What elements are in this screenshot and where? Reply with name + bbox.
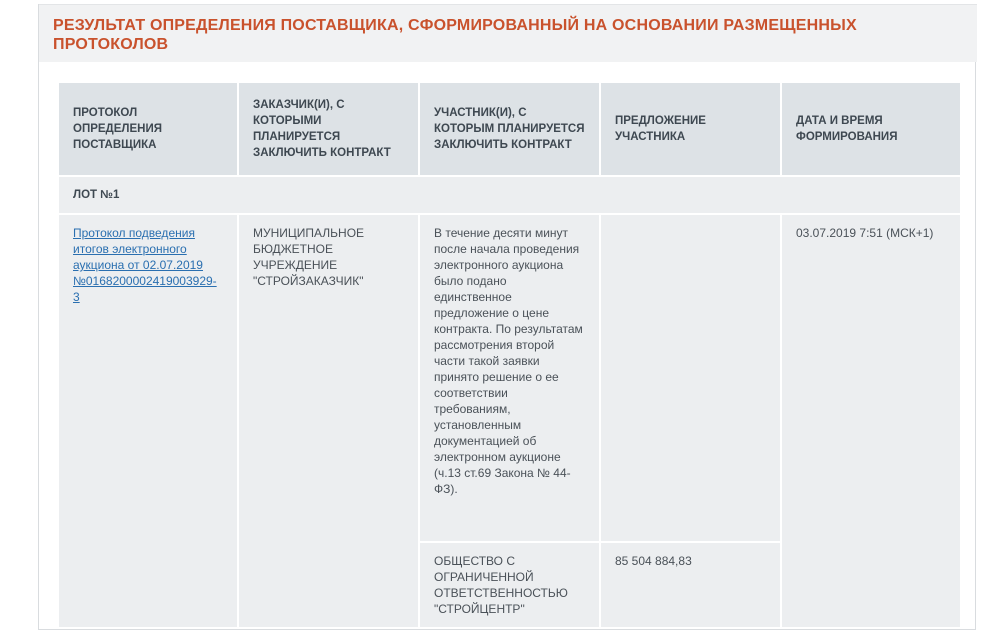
supplier-result-panel (38, 4, 976, 630)
lot-row (59, 177, 960, 213)
customer-cell: МУНИЦИПАЛЬНОЕ БЮДЖЕТНОЕ УЧРЕЖДЕНИЕ "СТРОЙЗАКАЗЧИК" (239, 215, 418, 627)
offer-value-cell: 85 504 884,83 (601, 543, 780, 627)
table-header-row (59, 83, 960, 175)
header-datetime: ДАТА И ВРЕМЯ ФОРМИРОВАНИЯ (782, 83, 960, 175)
lot-label: ЛОТ №1 (59, 177, 960, 213)
table-row (59, 215, 960, 541)
panel-header (39, 4, 977, 62)
protocol-link[interactable]: Протокол подведения итогов электронного аукциона от 02.07.2019 №0168200002419003929-3 (73, 226, 217, 304)
header-customer: ЗАКАЗЧИК(И), С КОТОРЫМИ ПЛАНИРУЕТСЯ ЗАКЛЮЧИТЬ КОНТРАКТ (239, 83, 418, 175)
results-table (57, 81, 962, 629)
datetime-cell: 03.07.2019 7:51 (МСК+1) (782, 215, 960, 627)
header-participant: УЧАСТНИК(И), С КОТОРЫМ ПЛАНИРУЕТСЯ ЗАКЛЮЧИТЬ КОНТРАКТ (420, 83, 599, 175)
protocol-cell (59, 215, 237, 627)
header-offer: ПРЕДЛОЖЕНИЕ УЧАСТНИКА (601, 83, 780, 175)
page-title: РЕЗУЛЬТАТ ОПРЕДЕЛЕНИЯ ПОСТАВЩИКА, СФОРМИРОВАННЫЙ НА ОСНОВАНИИ РАЗМЕЩЕННЫХ ПРОТОКОЛОВ (53, 17, 857, 53)
participant-name-cell: ОБЩЕСТВО С ОГРАНИЧЕННОЙ ОТВЕТСТВЕННОСТЬЮ "СТРОЙЦЕНТР" (420, 543, 599, 627)
participant-note-cell: В течение десяти минут после начала проведения электронного аукциона было подано единственное предложение о цене контракта. По результатам рассмотрения второй части такой заявки принято решение о ее соответствии требованиям, установленным документацией об электронном аукционе (ч.13 ст.69 Закона № 44-ФЗ). (420, 215, 599, 541)
header-protocol: ПРОТОКОЛ ОПРЕДЕЛЕНИЯ ПОСТАВЩИКА (59, 83, 237, 175)
offer-empty-cell (601, 215, 780, 541)
